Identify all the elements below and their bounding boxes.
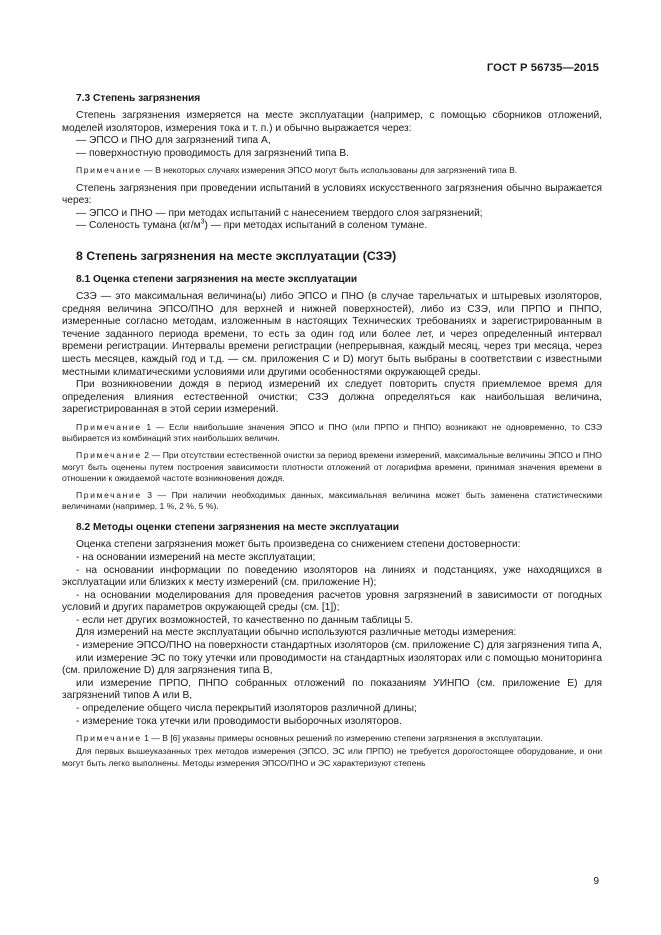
note-text: — В некоторых случаях измерения ЭПСО могут быть использованы для загрязнений типа В. xyxy=(141,165,518,176)
note xyxy=(62,733,602,744)
list-item-text: ) — при методах испытаний в соленом тумане. xyxy=(204,220,428,232)
paragraph: или измерение ЭС по току утечки или проводимости на стандартных изоляторах или с помощью мониторинга (см. приложение D) для загрязнения типа В, xyxy=(62,652,602,677)
section-7-3-title: 7.3 Степень загрязнения xyxy=(76,93,201,104)
list-item-text: — Соленость тумана (кг/м xyxy=(76,220,201,232)
note-text: 1 — Если наибольшие значения ЭПСО и ПНО (или ПРПО и ПНПО) возникают не одновременно, то СЗЭ выбирается из комбинаций этих наибольших величин. xyxy=(62,421,602,444)
paragraph: - определение общего числа перекрытий изоляторов различной длины; xyxy=(76,703,417,715)
note-text: 1 — В [6] указаны примеры основных решений по измерению степени загрязнения в эксплуатации. xyxy=(141,733,543,744)
paragraph: Степень загрязнения измеряется на месте эксплуатации (например, с помощью сборников отложений, моделей изоляторов, измерения тока и т. п.) и обычно выражается через: xyxy=(62,110,602,134)
list-item xyxy=(76,220,602,233)
paragraph: - на основании измерений на месте эксплуатации; xyxy=(76,551,316,563)
note xyxy=(62,490,602,512)
note xyxy=(62,450,602,484)
section-8-title: 8 Степень загрязнения на месте эксплуатации (СЗЭ) xyxy=(76,248,397,263)
note-text: 2 — При отсутствии естественной очистки за период времени измерений, максимальные величины ЭПСО и ПНО могут быть оценены путем построения зависимости плотности отложений от логарифма времени, принимая значения времени в отношении к ожидаемой частоте возникновения дождя. xyxy=(62,450,602,483)
paragraph: Для измерений на месте эксплуатации обычно используются различные методы измерения: xyxy=(76,627,517,639)
paragraph: Оценка степени загрязнения может быть произведена со снижением степени достоверности: xyxy=(76,539,521,551)
list-item: — ЭПСО и ПНО — при методах испытаний с нанесением твердого слоя загрязнений; xyxy=(76,207,483,219)
note-label: Примечание xyxy=(76,450,142,461)
note xyxy=(62,165,602,176)
paragraph: - на основании информации по поведению изоляторов на линиях и подстанциях, уже находящихся в эксплуатации или близких к месту измерений (см. приложение Н); xyxy=(62,564,602,589)
page-content xyxy=(62,92,602,775)
note-label: Примечание xyxy=(76,733,142,744)
page-number: 9 xyxy=(593,876,599,887)
superscript: 3 xyxy=(200,218,205,226)
paragraph: - если нет других возможностей, то качественно по данным таблицы 5. xyxy=(76,614,414,626)
section-8-1-title: 8.1 Оценка степени загрязнения на месте эксплуатации xyxy=(76,273,358,285)
paragraph: - измерение ЭПСО/ПНО на поверхности стандартных изоляторов (см. приложение С) для загрязнения типа А, xyxy=(76,640,602,652)
note-continuation: Для первых вышеуказанных трех методов измерения (ЭПСО, ЭС или ПРПО) не требуется дорогостоящее оборудование, и они могут быть легко выполнены. Методы измерения ЭПСО/ПНО и ЭС характеризуют степень xyxy=(62,746,602,768)
note-label: Примечание xyxy=(76,489,142,500)
list-item: — поверхностную проводимость для загрязнений типа В. xyxy=(76,147,349,159)
note-label: Примечание xyxy=(76,421,142,432)
paragraph: - на основании моделирования для проведения расчетов уровня загрязнений в зависимости от погодных условий и других параметров окружающей среды (см. [1]); xyxy=(62,589,602,614)
paragraph: Степень загрязнения при проведении испытаний в условиях искусственного загрязнения обычно выражается через: xyxy=(62,182,602,207)
paragraph: При возникновении дождя в период измерений их следует повторить спустя приемлемое время для определения влияния естественной очистки; СЗЭ должна определяться как наибольшая величина, зарегистрированная в этой серии измерений. xyxy=(62,379,602,416)
note xyxy=(62,422,602,444)
paragraph: или измерение ПРПО, ПНПО собранных отложений по показаниям УИНПО (см. приложение Е) для загрязнений типов А или В, xyxy=(62,677,602,702)
paragraph: - измерение тока утечки или проводимости выборочных изоляторов. xyxy=(76,715,402,727)
note-text: 3 — При наличии необходимых данных, максимальная величина может быть заменена статистическими величинами (например, 1 %, 2 %, 5 %). xyxy=(62,489,602,512)
paragraph: СЗЭ — это максимальная величина(ы) либо ЭПСО и ПНО (в случае тарельчатых и штыревых изоляторов, средняя величина ЭПСО/ПНО для верхней и нижней поверхностей), либо из СЗЭ, или ПРПО и ПНПО, измеренные согласно методам, изложенным в настоящих Технических требованиях и зарегистрированным в течение заданного периода времени, то есть за один год или более лет, и через определенный интервал времени регистрации. Интервалы времени регистрации (непрерывная, каждый месяц, через три месяца, через шесть месяцев, каждый год и т.д. — см. приложения С и D) могут быть выбраны в соответствии с известными местными климатическими условиями или другими особенностями окружающей среды. xyxy=(62,290,602,378)
document-number: ГОСТ Р 56735—2015 xyxy=(486,62,599,74)
list-item: — ЭПСО и ПНО для загрязнений типа А, xyxy=(76,135,271,147)
section-8-2-title: 8.2 Методы оценки степени загрязнения на месте эксплуатации xyxy=(76,522,400,534)
note-label: Примечание xyxy=(76,165,142,176)
